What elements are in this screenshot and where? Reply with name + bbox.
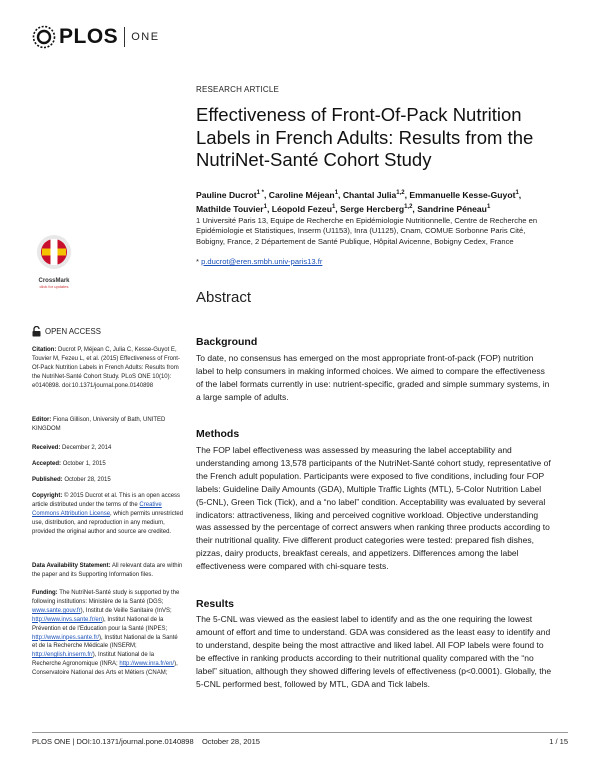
funding-link-3[interactable]: http://www.inpes.sante.fr/ (32, 634, 100, 641)
results-text: The 5-CNL was viewed as the easiest label to identify and as the one requiring the lowest amount of effort and time to understand. GDA was considered as the least easy to identify and to understand, despite being the most attractive and liked label. All FOP labels were found to be effective in ranking products according to their nutritional quality compared with the “no label” situation, although they showed differing levels of effectiveness (p<0.0001). Globally, the 5-CNL performed best, followed by MTL, GDA and Tick labels. (196, 614, 552, 689)
journal-logo[interactable] (32, 24, 160, 50)
article-title: Effectiveness of Front-Of-Pack Nutrition Labels in French Adults: Results from the NutriNet-Santé Cohort Study (196, 104, 534, 170)
crossmark-icon (32, 232, 76, 272)
author-affiliation-mark: 1 (515, 190, 519, 196)
copyright: Copyright: © 2015 Ducrot et al. This is an open access article distributed under the terms of the Creative Commons Attribution License, which permits unrestricted use, distribution, and reproduction in any medium, provided the original author and source are credited. (32, 493, 184, 535)
data-availability: Data Availability Statement: All relevant data are within the paper and its Supporting Information files. (32, 563, 183, 578)
article-type: RESEARCH ARTICLE (196, 85, 280, 94)
citation: Citation: Ducrot P, Méjean C, Julia C, Kesse-Guyot E, Touvier M, Fezeu L, et al. (2015) Effectiveness of Front-Of-Pack Nutrition Labels in French Adults: Results from the NutriNet-Santé Cohort Study. PLoS ONE 10(10): e0140898. doi:10.1371/journal.pone.0140898 (32, 347, 180, 389)
author: Pauline Ducrot$^{1 *}$ (196, 189, 264, 200)
author: Emmanuelle Kesse-Guyot$^1$ (409, 189, 519, 200)
corresponding-email (196, 257, 322, 266)
received-date: Received: December 2, 2014 (32, 445, 112, 451)
results-heading: Results (196, 598, 234, 610)
author: Mathilde Touvier$^1$ (196, 204, 267, 215)
crossmark-sub: click for updates (39, 284, 69, 289)
plos-logo-icon (32, 25, 56, 49)
page-number: 1 / 15 (549, 737, 568, 746)
abstract-heading: Abstract (196, 289, 252, 306)
author-affiliation-mark: 1 (331, 204, 336, 211)
funding-link-5[interactable]: http://www.inra.fr/en/ (119, 661, 175, 668)
methods-text: The FOP label effectiveness was assessed by measuring the label acceptability and understanding among 13,578 participants of the NutriNet-Santé cohort study, representative of the French adult population. Participants were exposed to five conditions, including four FOP labels: Guideline Daily Amounts (GDA), Multiple Traffic Lights (MTL), 5-Color Nutrition Label (5-CNL), Green Tick (Tick), and a “no label” condition. Acceptability was evaluated by several indicators: attractiveness, liking and perceived cognitive workload. Objective understanding was assessed by the percentage of correct answers when ranking three products according to their nutritional quality. Five different product categories were tested: prepared fish dishes, pizzas, dairy products, breakfast cereals, and appetizers. Differences among the label effectiveness were compared with chi-square tests. (196, 445, 551, 572)
author-affiliation-mark: 1 (334, 190, 339, 196)
footer-citation: PLOS ONE | DOI:10.1371/journal.pone.0140898 October 28, 2015 (32, 737, 260, 746)
footer-divider (32, 732, 568, 733)
methods-heading: Methods (196, 428, 240, 440)
author: Chantal Julia$^{1,2}$ (342, 189, 405, 200)
author-affiliation-mark: 1 (263, 204, 267, 211)
journal-name: ONE (131, 31, 160, 43)
author: Léopold Fezeu$^1$ (271, 204, 336, 215)
open-lock-icon (32, 326, 41, 337)
funding-link-2[interactable]: http://www.invs.sante.fr/en (32, 616, 103, 623)
author-affiliation-mark: 1 (486, 204, 491, 211)
published-date: Published: October 28, 2015 (32, 477, 111, 483)
author: Serge Hercberg$^{1,2}$ (340, 204, 413, 215)
license-link[interactable]: Creative Commons Attribution License (32, 501, 162, 517)
crossmark-label: CrossMark (38, 278, 70, 284)
author-list: Pauline Ducrot$^{1 *}$, Caroline Méjean$^1$, Chantal Julia$^{1,2}$, Emmanuelle Kesse-Guyot$^1$, Mathilde Touvier$^1$, Léopold Fezeu$^1$, Serge Hercberg$^{1,2}$, Sandrine Péneau$^1$ (196, 189, 522, 215)
crossmark-badge[interactable] (32, 232, 76, 289)
funding-link-1[interactable]: www.sante.gouv.fr (32, 607, 81, 614)
corresponding-mark: * (196, 257, 199, 266)
background-heading: Background (196, 336, 258, 348)
funding-link-4[interactable]: http://english.inserm.fr/ (32, 652, 93, 659)
author-affiliation-mark: 1,2 (396, 190, 405, 196)
author-affiliation-mark: 1 * (256, 190, 264, 196)
funding: Funding: The NutriNet-Santé study is supported by the following institutions: Ministère de la Santé (DGS; www.sante.gouv.fr), Institut de Veille Sanitaire (InVS; http://www.invs.sante.fr/en), Institut National de la Prévention et de l'Education pour la Santé (INPES; http://www.inpes.sante.fr/), Institut National de la Santé et de la Recherche Médicale (INSERM; http://english.inserm.fr/), Institut National de la Recherche Agronomique (INRA; http://www.inra.fr/en/), Conservatoire National des Arts et Métiers (CNAM; (32, 590, 180, 677)
background-text: To date, no consensus has emerged on the most appropriate front-of-pack (FOP) nutrition label to help consumers in making informed choices. We aimed to compare the effectiveness of the label formats currently in use: nutrient-specific, graded and simple summary systems, in a large sample of adults. (196, 353, 550, 402)
brand-name: PLOS (59, 25, 119, 48)
editor: Editor: Fiona Gillison, University of Bath, UNITED KINGDOM (32, 417, 166, 432)
author-affiliation-mark: 1,2 (404, 204, 413, 211)
open-access-label: OPEN ACCESS (45, 327, 101, 336)
email-link[interactable]: p.ducrot@eren.smbh.univ-paris13.fr (201, 257, 323, 266)
accepted-date: Accepted: October 1, 2015 (32, 461, 106, 467)
author: Caroline Méjean$^1$ (268, 189, 339, 200)
open-access-badge (32, 326, 101, 337)
affiliations: 1 Université Paris 13, Equipe de Recherche en Epidémiologie Nutritionnelle, Centre de Recherche en Epidémiologie et Statistiques, Inserm (U1153), Inra (U1125), Cnam, COMUE Sorbonne Paris Cité, Bobigny, France, 2 Département de Santé Publique, Hôpital Avicenne, Bobigny Cedex, France (196, 216, 538, 246)
logo-divider (124, 27, 125, 47)
author: Sandrine Péneau$^1$ (417, 204, 491, 215)
